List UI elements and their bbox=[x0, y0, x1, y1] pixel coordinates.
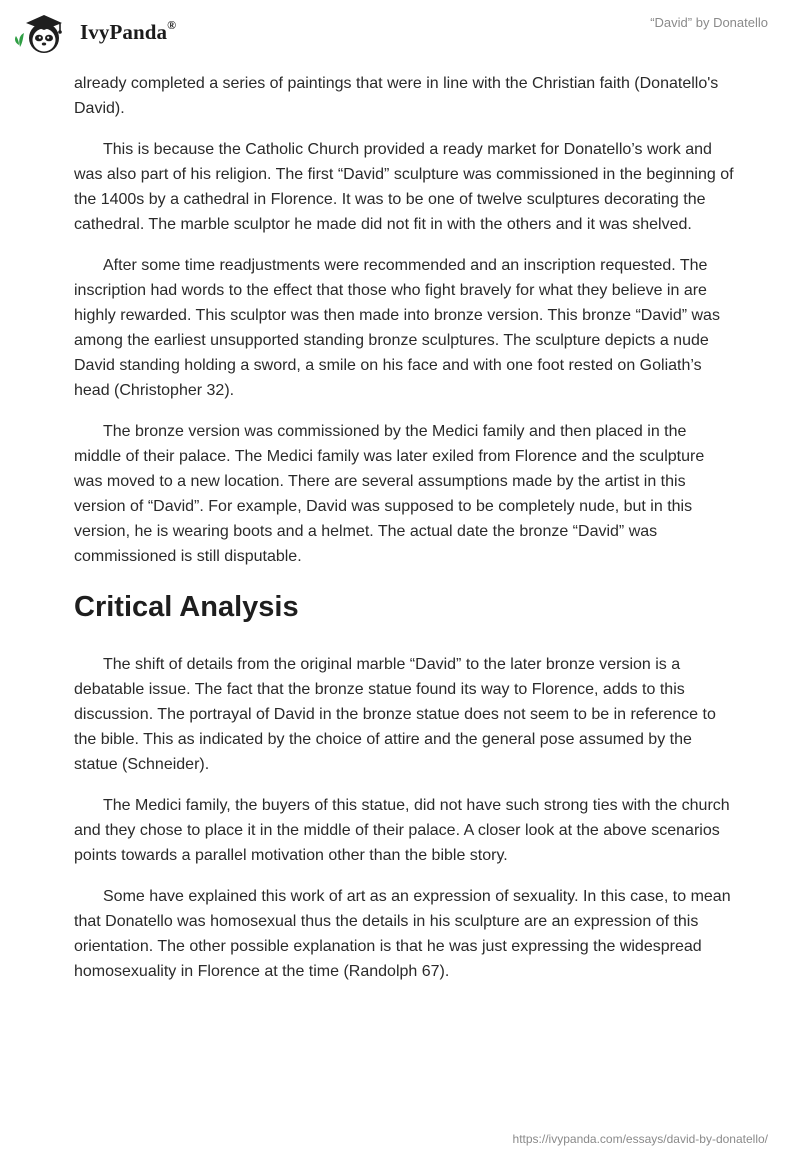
paragraph: The shift of details from the original marble “David” to the later bronze version is a debatable issue. The fact that the bronze statue found its way to Florence, adds to this discussion. The portrayal of David in the bronze statue does not seem to be in reference to the bible. This as indicated by the choice of attire and the general pose assumed by the statue (Schneider). bbox=[74, 656, 716, 773]
paragraph: This is because the Catholic Church provided a ready market for Donatello’s work and was also part of his religion. The first “David” sculpture was commissioned in the beginning of the 1400s by a cathedral in Florence. It was to be one of twelve sculptures decorating the cathedral. The marble sculptor he made did not fit in with the others and it was shelved. bbox=[74, 141, 734, 233]
ivypanda-logo[interactable] bbox=[14, 9, 176, 55]
paragraph: After some time readjustments were recommended and an inscription requested. The inscription had words to the effect that those who fight bravely for what they believe in are highly rewarded. This sculptor was then made into bronze version. This bronze “David” was among the earliest unsupported standing bronze sculptures. The sculpture depicts a nude David standing holding a sword, a smile on his face and with one foot rested on Goliath’s head (Christopher 32). bbox=[74, 257, 720, 399]
paragraph: The bronze version was commissioned by the Medici family and then placed in the middle of their palace. The Medici family was later exiled from Florence and the sculpture was moved to a new location. There are several assumptions made by the artist in this version of “David”. For example, David was supposed to be completely nude, but in this version, he is wearing boots and a helmet. The actual date the bronze “David” was commissioned is still disputable. bbox=[74, 423, 705, 565]
paragraph: already completed a series of paintings that were in line with the Christian faith (Donatello's David). bbox=[74, 75, 719, 117]
essay-content bbox=[74, 71, 734, 1000]
running-title: “David” by Donatello bbox=[650, 15, 768, 30]
paragraph: Some have explained this work of art as an expression of sexuality. In this case, to mean that Donatello was homosexual thus the details in his sculpture are an expression of this orientation. The other possible explanation is that he was just expressing the widespread homosexuality in Florence at the time (Randolph 67). bbox=[74, 888, 731, 980]
source-url-link[interactable]: https://ivypanda.com/essays/david-by-donatello/ bbox=[512, 1132, 768, 1146]
registered-mark: ® bbox=[167, 17, 177, 32]
logo-wordmark bbox=[80, 17, 177, 45]
logo-text: IvyPanda bbox=[80, 19, 168, 44]
page-header bbox=[0, 0, 800, 62]
section-heading: Critical Analysis bbox=[74, 591, 299, 623]
paragraph: The Medici family, the buyers of this statue, did not have such strong ties with the church and they chose to place it in the middle of their palace. A closer look at the above scenarios points towards a parallel motivation other than the bible story. bbox=[74, 797, 730, 864]
panda-graduation-cap-icon bbox=[14, 9, 74, 55]
